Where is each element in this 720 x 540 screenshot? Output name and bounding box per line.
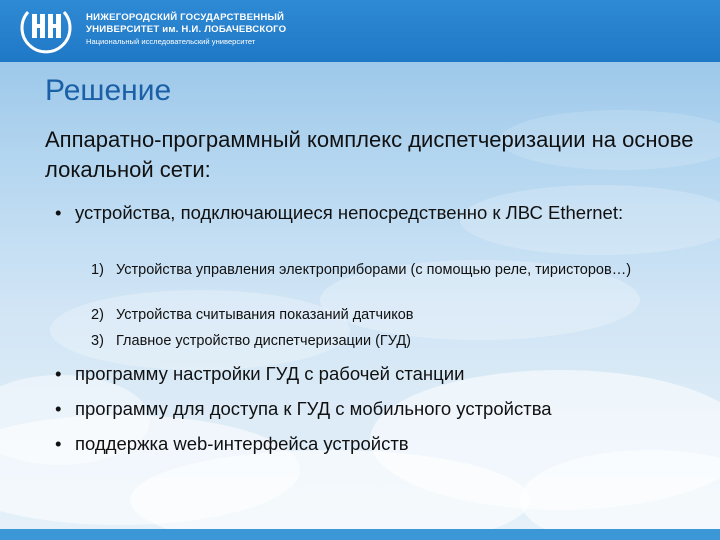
bullet-item	[55, 432, 409, 456]
item-text: Устройства считывания показаний датчиков	[116, 307, 414, 323]
item-number: 1)	[91, 262, 104, 278]
bullet-text: программу настройки ГУД с рабочей станции	[75, 363, 465, 384]
bullet-text: устройства, подключающиеся непосредственно к ЛВС Ethernet:	[75, 202, 624, 223]
university-tagline: Национальный исследовательский университет	[86, 37, 256, 46]
numbered-item	[91, 332, 691, 351]
footer-bar	[0, 529, 720, 540]
item-text: Главное устройство диспетчеризации (ГУД)	[116, 333, 411, 349]
bullet-marker: •	[55, 202, 62, 223]
slide-title: Решение	[45, 74, 172, 107]
bullet-item	[55, 362, 464, 386]
numbered-item	[91, 261, 691, 280]
bullet-marker: •	[55, 398, 62, 419]
university-name-line2: УНИВЕРСИТЕТ им. Н.И. ЛОБАЧЕВСКОГО	[86, 24, 287, 35]
bullet-text: программу для доступа к ГУД с мобильного устройства	[75, 398, 552, 419]
bullet-item	[55, 397, 552, 421]
slide-subtitle: Аппаратно-программный комплекс диспетчеризации на основе локальной сети:	[45, 127, 694, 182]
item-text: Устройства управления электроприборами (с помощью реле, тиристоров…)	[116, 262, 632, 278]
item-number: 2)	[91, 307, 104, 323]
bullet-marker: •	[55, 363, 62, 384]
bullet-marker: •	[55, 433, 62, 454]
item-number: 3)	[91, 333, 104, 349]
bullet-text: поддержка web-интерфейса устройств	[75, 433, 409, 454]
university-name	[86, 12, 286, 47]
header-bar	[0, 0, 720, 62]
bullet-item	[55, 201, 705, 225]
numbered-item	[91, 306, 691, 325]
university-logo	[18, 6, 74, 56]
university-name-line1: НИЖЕГОРОДСКИЙ ГОСУДАРСТВЕННЫЙ	[86, 12, 285, 23]
